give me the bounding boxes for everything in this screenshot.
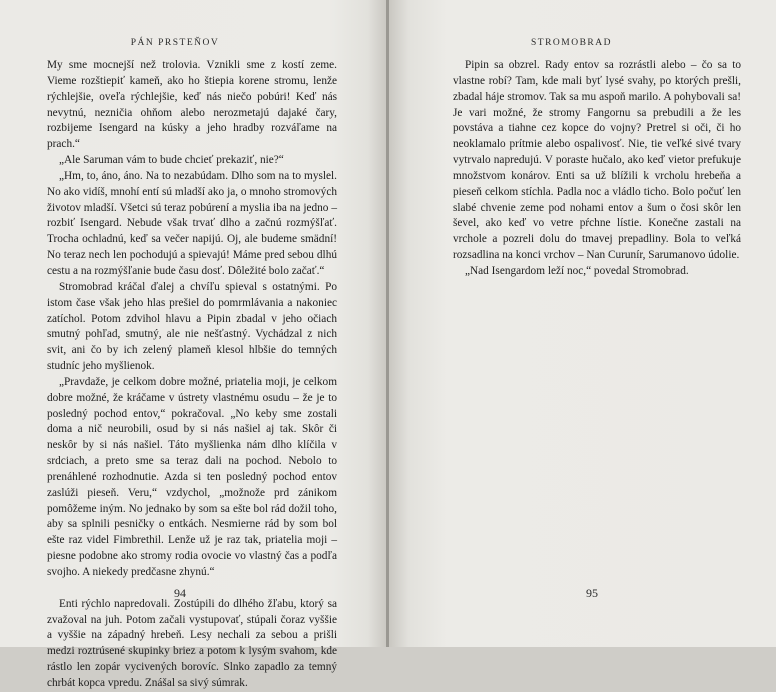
running-head-left: PÁN PRSTEŇOV <box>130 38 220 48</box>
left-page <box>0 0 387 689</box>
paragraph: „Hm, to, áno, áno. Na to nezabúdam. Dlho som na to myslel. No ako vidíš, mnohí entí sú mladší ako ja, o mnoho stromových životov mladší. Všetci sú teraz pobúrení a myslia iba na jedno – rozbiť Isengard. Nebude však trvať dlho a začnú rozmýšľať. Trocha ochladnú, keď sa večer napijú. Oj, ale budeme smädní! No teraz nech len pochodujú a spievajú! Máme pred sebou dlhú cestu a na rozmýšľanie bude času dosť. Dôležité bolo začať.“ <box>47 169 337 277</box>
paragraph: Stromobrad kráčal ďalej a chvíľu spieval s ostatnými. Po istom čase však jeho hlas prešiel do pomrmlávania a nakoniec zatíchol. Potom zdvihol hlavu a Pipin zbadal v jeho očiach smutný pohľad, smutný, ale nie nešťastný. Vychádzal z nich svit, ani čo by ich zelený plameň klesol hlbšie do temných studníc jeho myšlienok. <box>47 280 337 373</box>
paragraph: „Pravdaže, je celkom dobre možné, priatelia moji, je celkom dobre možné, že kráčame v ústrety vlastnému osudu – že je to posledný pochod entov,“ pokračoval. „No keby sme zostali doma a nič neurobili, osud by si nás našiel aj tak. Skôr či neskôr by si nás našiel. Táto myšlienka nám dlho klíčila v srdciach, a preto sme sa teraz dali na pochod. Nebolo to prenáhlené rozhodnutie. Azda si ten posledný pochod entov zaslúži pieseň. Veru,“ vzdychol, „možnože prd zánikom pomôžeme iným. No jednako by som sa ešte bol rád dožil toho, aby sa splnili pesničky o entkách. Nesmierne rád by som bol ešte raz videl Fimbrethil. Lenže už je raz tak, priatelia moji – piesne podobne ako stromy rodia ovocie vo vlastný čas a podľa svojho. A niekedy predčasne zhynú.“ <box>47 375 337 578</box>
paragraph: Enti rýchlo napredovali. Zostúpili do dlhého žľabu, ktorý sa zvažoval na juh. Potom začali vystupovať, stúpali čoraz vyššie a vyššie na západný hrebeň. Lesy nechali za sebou a prišli medzi roztrúsené skupinky briez a potom k lysým svahom, kde rástlo len zopár vycivených borovíc. Slnko zapadlo za temný chrbát kopca vpredu. Znášal sa sivý súmrak. <box>47 597 337 689</box>
page-number-right: 95 <box>586 586 598 600</box>
paragraph: Pipin sa obzrel. Rady entov sa rozrástli alebo – čo sa to vlastne robí? Tam, kde mali byť lysé svahy, po ktorých prešli, zbadal háje stromov. Tak sa mu aspoň marilo. A pohybovali sa! Je vari možné, že stromy Fangornu sa prebudili a že les povstáva a tiahne cez kopce do vojny? Pretrel si oči, či ho neoklamalo prítmie alebo ospalivosť. Nie, tie veľké sivé tvary vytrvalo napredujú. V poraste hučalo, ako keď vietor prefukuje množstvom konárov. Enti sa už blížili k vrcholu hrebeňa a pieseň celkom stíchla. Padla noc a vládlo ticho. Bolo počuť len slabé chvenie zeme pod nohami entov a šum o čosi skôr len ševel, ako keď vo vetre pŕchne lístie. Konečne zastali na vrchole a pozreli dolu do tmavej prepadliny. Bola to veľká rozsadlina na konci vrchov – Nan Curunír, Sarumanovo údolie. <box>453 59 741 262</box>
right-page-text <box>453 58 741 280</box>
paragraph: „Nad Isengardom leží noc,“ povedal Stromobrad. <box>465 264 689 277</box>
paragraph: „Ale Saruman vám to bude chcieť prekaziť, nie?“ <box>59 154 284 167</box>
running-head-right: STROMOBRAD <box>531 38 612 48</box>
right-page <box>389 0 776 647</box>
paragraph: My sme mocnejší než trolovia. Vznikli sme z kostí zeme. Vieme rozštiepiť kameň, ako ho štiepia korene stromu, lenže rýchlejšie, oveľa rýchlejšie, keď nás niečo pobúri! Keď nás nevytnú, nezničia ohňom alebo nerozmetajú dajaké čary, rozbijeme Isengard na kúsky a jeho hradby rozváľame na prach.“ <box>47 59 337 151</box>
left-page-text <box>47 58 337 692</box>
page-number-left: 94 <box>174 586 186 600</box>
